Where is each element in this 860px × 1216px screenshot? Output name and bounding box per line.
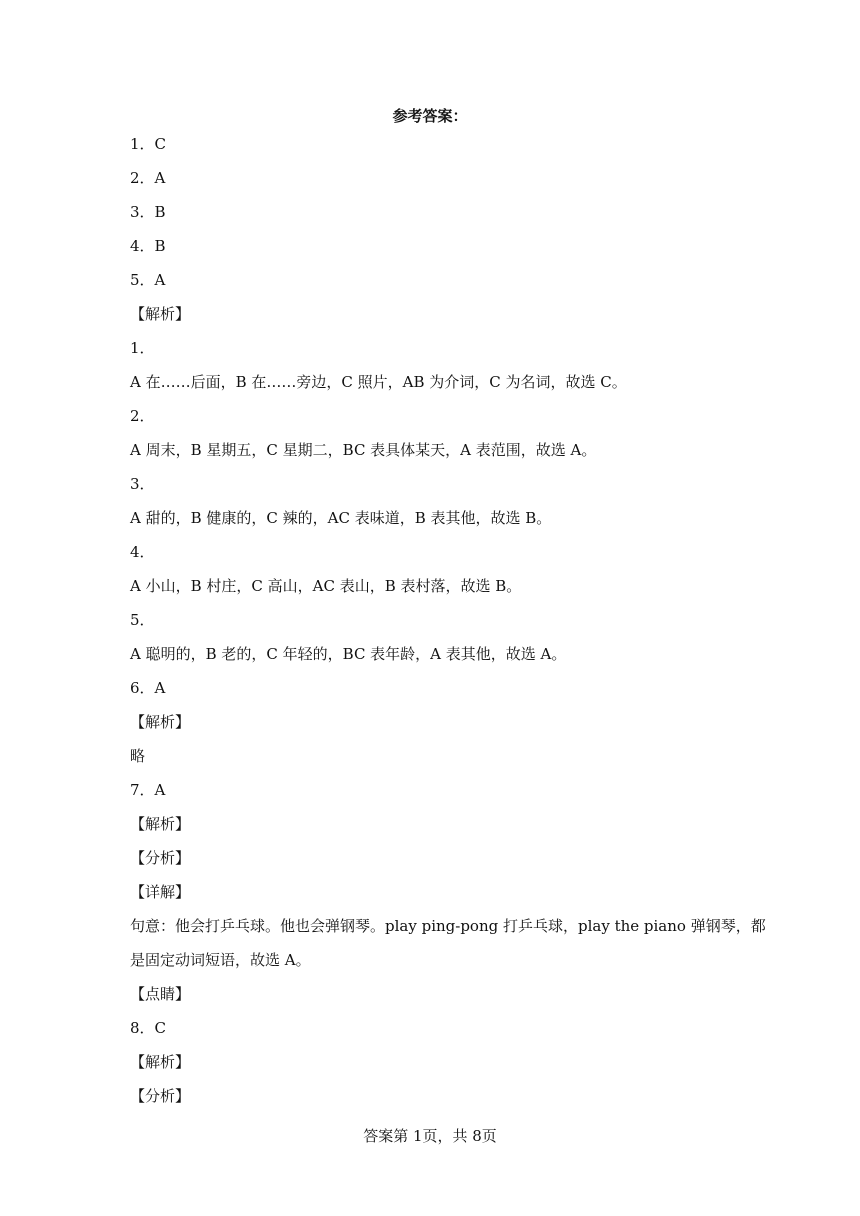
answer-line: 1．C (130, 135, 167, 153)
explanation-text: A 甜的，B 健康的，C 辣的，AC 表味道，B 表其他，故选 B。 (130, 509, 552, 527)
answer-line: 6．A (130, 679, 166, 697)
answer-content (130, 133, 766, 1119)
section-label: 【详解】 (130, 883, 191, 901)
sub-question-number: 3． (130, 475, 155, 493)
answer-line: 7．A (130, 781, 166, 799)
explanation-text: A 小山，B 村庄，C 高山，AC 表山，B 表村落，故选 B。 (130, 577, 522, 595)
section-label: 【解析】 (130, 305, 191, 323)
answer-line: 4．B (130, 237, 166, 255)
answer-line: 2．A (130, 169, 166, 187)
explanation-text: A 在……后面，B 在……旁边，C 照片，AB 为介词，C 为名词，故选 C。 (130, 373, 627, 391)
sub-question-number: 4． (130, 543, 155, 561)
sub-question-number: 5． (130, 611, 155, 629)
sub-question-number: 2． (130, 407, 155, 425)
explanation-text: 是固定动词短语，故选 A。 (130, 951, 311, 969)
section-label: 【解析】 (130, 713, 191, 731)
section-label: 【解析】 (130, 815, 191, 833)
explanation-text: 略 (130, 747, 146, 765)
explanation-text: A 周末，B 星期五，C 星期二，BC 表具体某天，A 表范围，故选 A。 (130, 441, 597, 459)
sub-question-number: 1． (130, 339, 155, 357)
page-title: 参考答案： (392, 107, 468, 125)
page-footer: 答案第 1页，共 8页 (363, 1127, 497, 1145)
explanation-text: A 聪明的，B 老的，C 年轻的，BC 表年龄，A 表其他，故选 A。 (130, 645, 567, 663)
section-label: 【解析】 (130, 1053, 191, 1071)
answer-line: 5．A (130, 271, 166, 289)
section-label: 【分析】 (130, 1087, 191, 1105)
section-label: 【分析】 (130, 849, 191, 867)
explanation-text: 句意：他会打乒乓球。他也会弹钢琴。play ping-pong 打乒乓球，play the piano 弹钢琴，都 (130, 917, 766, 935)
answer-line: 3．B (130, 203, 166, 221)
answer-line: 8．C (130, 1019, 167, 1037)
section-label: 【点睛】 (130, 985, 191, 1003)
